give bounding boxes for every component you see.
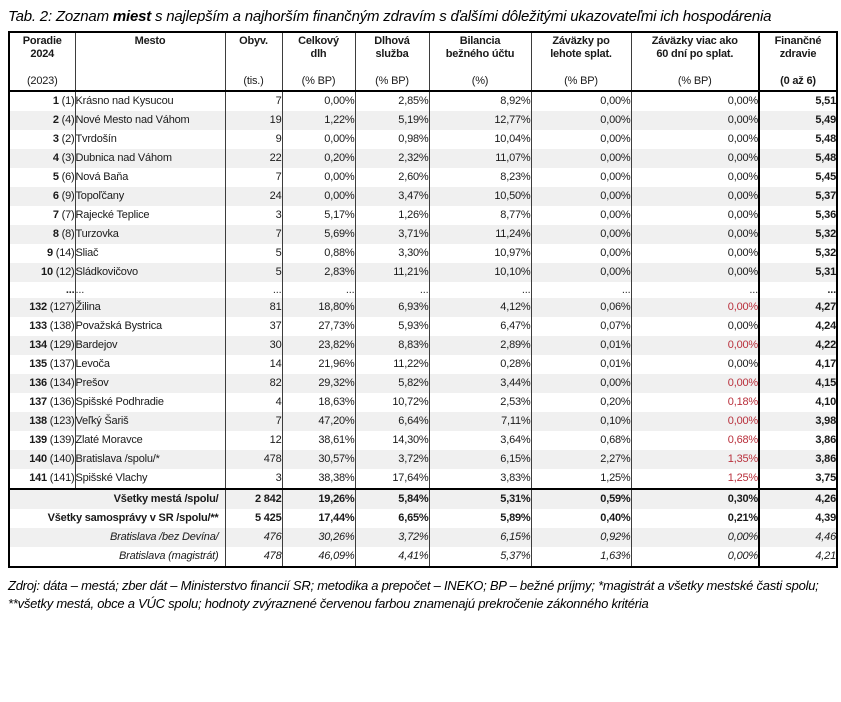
header-text xyxy=(78,48,223,61)
cell-overdue-liabilities: 0,00% xyxy=(531,187,631,206)
cell-overdue-liabilities: 0,10% xyxy=(531,412,631,431)
cell-current-account-balance: 11,24% xyxy=(429,225,531,244)
cell-rank: 139 (139) xyxy=(29,434,75,446)
cell-population: 24 xyxy=(225,187,282,206)
cell-city: Žilina xyxy=(75,298,225,317)
cell-population: 5 xyxy=(225,244,282,263)
header-unit: (tis.) xyxy=(243,74,264,87)
cell-total-debt: 18,80% xyxy=(282,298,355,317)
cell-overdue-liabilities: 0,07% xyxy=(531,317,631,336)
cell-current-account-balance: 10,97% xyxy=(429,244,531,263)
cell-overdue-liabilities: 0,00% xyxy=(531,374,631,393)
table-row xyxy=(9,393,837,412)
cell-current-account-balance: 4,12% xyxy=(429,298,531,317)
header-unit: (%) xyxy=(471,74,489,87)
table-row xyxy=(9,149,837,168)
cell-total-debt: 1,22% xyxy=(282,111,355,130)
ellipsis-row xyxy=(9,282,837,298)
cell-financial-health: 4,22 xyxy=(759,336,837,355)
cell-city: Dubnica nad Váhom xyxy=(75,149,225,168)
cell-population: 30 xyxy=(225,336,282,355)
summary-label: Bratislava (magistrát) xyxy=(118,550,219,562)
cell-current-account-balance: 10,50% xyxy=(429,187,531,206)
header-text: Poradie xyxy=(22,35,62,47)
cell-total-debt: 0,00% xyxy=(282,91,355,111)
cell-total-debt: 30,57% xyxy=(282,450,355,469)
cell-rank: 8 (8) xyxy=(52,228,75,240)
cell-total-debt: 27,73% xyxy=(282,317,355,336)
cell-overdue-60d: 0,00% xyxy=(631,130,759,149)
cell-financial-health: 5,51 xyxy=(759,91,837,111)
table-header xyxy=(9,32,837,91)
cell-total-debt: 23,82% xyxy=(282,336,355,355)
cell-overdue-60d: 0,68% xyxy=(631,431,759,450)
cell-financial-health: 4,39 xyxy=(759,509,837,528)
cell-debt-service: 3,71% xyxy=(355,225,429,244)
cell-current-account-balance: 10,10% xyxy=(429,263,531,282)
cell-overdue-liabilities: 0,00% xyxy=(531,244,631,263)
cell-overdue-60d: 0,18% xyxy=(631,393,759,412)
cell-rank: 132 (127) xyxy=(29,301,75,313)
cell-overdue-liabilities: 0,00% xyxy=(531,225,631,244)
cell-rank: 3 (2) xyxy=(52,133,75,145)
cell-population: 5 425 xyxy=(225,509,282,528)
header-text: služba xyxy=(375,47,409,60)
cell-total-debt: 38,61% xyxy=(282,431,355,450)
cell-total-debt: 18,63% xyxy=(282,393,355,412)
cell-total-debt: 0,00% xyxy=(282,187,355,206)
table-row xyxy=(9,130,837,149)
cell-financial-health: 4,10 xyxy=(759,393,837,412)
cell-debt-service: 17,64% xyxy=(355,469,429,489)
col-header-rank xyxy=(9,32,75,91)
cell-overdue-liabilities: 0,59% xyxy=(531,489,631,509)
header-text: Mesto xyxy=(134,35,166,47)
cell-rank: 141 (141) xyxy=(29,472,75,484)
cell-rank: 4 (3) xyxy=(52,152,75,164)
table-row xyxy=(9,206,837,225)
header-text: bežného účtu xyxy=(445,47,515,60)
cell-rank: 6 (9) xyxy=(52,190,75,202)
cell-population: 476 xyxy=(225,528,282,547)
summary-label: Bratislava /bez Devína/ xyxy=(109,531,219,543)
cell-city: Zlaté Moravce xyxy=(75,431,225,450)
cell-overdue-60d: 0,00% xyxy=(631,263,759,282)
cell-debt-service: 3,47% xyxy=(355,187,429,206)
cell-city: Sládkovičovo xyxy=(75,263,225,282)
header-text: Obyv. xyxy=(239,35,268,47)
cell-overdue-60d: 0,00% xyxy=(631,528,759,547)
cell-overdue-liabilities: 0,00% xyxy=(531,111,631,130)
cell-current-account-balance: 0,28% xyxy=(429,355,531,374)
cell-rank: 1 (1) xyxy=(52,95,75,107)
cell-city: Krásno nad Kysucou xyxy=(75,91,225,111)
cell-debt-service: 6,93% xyxy=(355,298,429,317)
cell-overdue-60d: 0,00% xyxy=(631,111,759,130)
cell-financial-health: 5,31 xyxy=(759,263,837,282)
header-text: Záväzky viac ako xyxy=(651,35,738,47)
table-row xyxy=(9,431,837,450)
table-row xyxy=(9,263,837,282)
caption-prefix: Tab. 2: Zoznam xyxy=(8,8,113,25)
cell-debt-service: 14,30% xyxy=(355,431,429,450)
cell-overdue-60d: 0,00% xyxy=(631,374,759,393)
table-row xyxy=(9,355,837,374)
header-text: 2024 xyxy=(30,47,55,60)
header-text: lehote splat. xyxy=(550,47,612,60)
table-body xyxy=(9,91,837,567)
col-header-debt xyxy=(282,32,355,91)
table-row xyxy=(9,298,837,317)
cell-population: 19 xyxy=(225,111,282,130)
cell-financial-health: 4,17 xyxy=(759,355,837,374)
cell-financial-health: 4,24 xyxy=(759,317,837,336)
cell-total-debt: 47,20% xyxy=(282,412,355,431)
cell-overdue-60d: 0,00% xyxy=(631,355,759,374)
cell-population: 478 xyxy=(225,450,282,469)
cell-current-account-balance: 2,53% xyxy=(429,393,531,412)
cell-total-debt: 0,00% xyxy=(282,130,355,149)
cell-current-account-balance: 8,23% xyxy=(429,168,531,187)
cell-rank: 138 (123) xyxy=(29,415,75,427)
header-unit xyxy=(78,75,223,89)
cell-rank: ... xyxy=(65,284,75,296)
cell-debt-service: 3,72% xyxy=(355,450,429,469)
cell-overdue-60d: 0,00% xyxy=(631,168,759,187)
cell-overdue-liabilities: 0,20% xyxy=(531,393,631,412)
cell-total-debt: 30,26% xyxy=(282,528,355,547)
cell-overdue-60d: 0,30% xyxy=(631,489,759,509)
cell-population: 37 xyxy=(225,317,282,336)
header-unit: (% BP) xyxy=(301,74,336,87)
cell-city: Nové Mesto nad Váhom xyxy=(75,111,225,130)
cell-overdue-60d: 0,00% xyxy=(631,412,759,431)
cell-debt-service: 2,85% xyxy=(355,91,429,111)
header-unit: (% BP) xyxy=(677,74,712,87)
cell-population: 7 xyxy=(225,225,282,244)
cell-population: 4 xyxy=(225,393,282,412)
cell-debt-service: 4,41% xyxy=(355,547,429,567)
cell-city: Topoľčany xyxy=(75,187,225,206)
cell-financial-health: 4,27 xyxy=(759,298,837,317)
header-unit: (0 až 6) xyxy=(780,74,816,87)
header-text: Záväzky po xyxy=(552,35,610,47)
cell-current-account-balance: 3,64% xyxy=(429,431,531,450)
cell-debt-service: 0,98% xyxy=(355,130,429,149)
cell-total-debt: 29,32% xyxy=(282,374,355,393)
cell-rank: 134 (129) xyxy=(29,339,75,351)
cell-overdue-60d: 0,00% xyxy=(631,336,759,355)
cell-debt-service: 6,64% xyxy=(355,412,429,431)
cell-population: 9 xyxy=(225,130,282,149)
cell-total-debt: 2,83% xyxy=(282,263,355,282)
caption-bold-word: miest xyxy=(112,8,152,25)
cell-city: Považská Bystrica xyxy=(75,317,225,336)
cell-overdue-60d: 0,00% xyxy=(631,187,759,206)
cell-financial-health: 3,86 xyxy=(759,431,837,450)
cell-debt-service: 5,19% xyxy=(355,111,429,130)
cell-rank: 135 (137) xyxy=(29,358,75,370)
cell-current-account-balance: 8,77% xyxy=(429,206,531,225)
cell-current-account-balance: 10,04% xyxy=(429,130,531,149)
cell-overdue-liabilities: 0,40% xyxy=(531,509,631,528)
cell-financial-health: 4,46 xyxy=(759,528,837,547)
table-row xyxy=(9,317,837,336)
header-text xyxy=(228,48,280,61)
col-header-health xyxy=(759,32,837,91)
cell-population: 5 xyxy=(225,263,282,282)
header-row xyxy=(9,32,837,91)
cell-city: Spišské Podhradie xyxy=(75,393,225,412)
cell-financial-health: 5,45 xyxy=(759,168,837,187)
cell-debt-service: 3,72% xyxy=(355,528,429,547)
cell-city: Sliač xyxy=(75,244,225,263)
cell-financial-health: 4,26 xyxy=(759,489,837,509)
table-row xyxy=(9,374,837,393)
cell-overdue-liabilities: 0,00% xyxy=(531,149,631,168)
cell-current-account-balance: 6,15% xyxy=(429,450,531,469)
header-text: Bilancia xyxy=(459,35,501,47)
cell-debt-service: 3,30% xyxy=(355,244,429,263)
cell-current-account-balance: 7,11% xyxy=(429,412,531,431)
cell-current-account-balance: 12,77% xyxy=(429,111,531,130)
table-row xyxy=(9,168,837,187)
summary-row xyxy=(9,509,837,528)
cell-population: 478 xyxy=(225,547,282,567)
cell-overdue-liabilities: 0,00% xyxy=(531,91,631,111)
cell-population: ... xyxy=(225,282,282,298)
cell-financial-health: 5,37 xyxy=(759,187,837,206)
cell-city: Nová Baňa xyxy=(75,168,225,187)
table-row xyxy=(9,336,837,355)
cell-financial-health: 5,32 xyxy=(759,244,837,263)
table-row xyxy=(9,412,837,431)
cell-population: 14 xyxy=(225,355,282,374)
cell-financial-health: 5,48 xyxy=(759,149,837,168)
cell-debt-service: ... xyxy=(355,282,429,298)
cell-overdue-60d: 1,35% xyxy=(631,450,759,469)
cell-population: 7 xyxy=(225,168,282,187)
table-caption xyxy=(8,8,836,25)
cell-financial-health: 5,36 xyxy=(759,206,837,225)
cell-overdue-60d: 0,00% xyxy=(631,298,759,317)
source-note: Zdroj: dáta – mestá; zber dát – Ministerstvo financií SR; metodika a prepočet – INEKO; BP – bežné príjmy; *magistrát a všetky mestské časti spolu; **všetky mestá, obce a VÚC spolu; hodnoty zvýraznené červenou farbou znamenajú prekročenie zákonného kritéria xyxy=(8,578,819,612)
cell-city: ... xyxy=(75,282,225,298)
cell-debt-service: 1,26% xyxy=(355,206,429,225)
cell-debt-service: 8,83% xyxy=(355,336,429,355)
table-row xyxy=(9,225,837,244)
cell-rank: 140 (140) xyxy=(29,453,75,465)
cell-total-debt: 38,38% xyxy=(282,469,355,489)
cell-population: 12 xyxy=(225,431,282,450)
cell-financial-health: 4,21 xyxy=(759,547,837,567)
cell-overdue-60d: 1,25% xyxy=(631,469,759,489)
col-header-pop xyxy=(225,32,282,91)
cell-population: 81 xyxy=(225,298,282,317)
table-row xyxy=(9,244,837,263)
cell-current-account-balance: 6,15% xyxy=(429,528,531,547)
cell-city: Tvrdošín xyxy=(75,130,225,149)
cell-city: Veľký Šariš xyxy=(75,412,225,431)
cell-overdue-liabilities: 0,06% xyxy=(531,298,631,317)
cell-overdue-60d: 0,00% xyxy=(631,547,759,567)
table-row xyxy=(9,187,837,206)
cell-city: Levoča xyxy=(75,355,225,374)
cell-city: Prešov xyxy=(75,374,225,393)
cell-debt-service: 2,32% xyxy=(355,149,429,168)
table-row xyxy=(9,450,837,469)
cell-rank: 137 (136) xyxy=(29,396,75,408)
summary-row xyxy=(9,528,837,547)
cell-city: Bratislava /spolu/* xyxy=(75,450,225,469)
cell-financial-health: 3,75 xyxy=(759,469,837,489)
col-header-overdue xyxy=(531,32,631,91)
col-header-balance xyxy=(429,32,531,91)
cell-financial-health: 4,15 xyxy=(759,374,837,393)
header-text: zdravie xyxy=(779,47,817,60)
header-text: Dlhová xyxy=(374,35,410,47)
header-text: Finančné xyxy=(774,35,822,47)
cell-financial-health: 3,98 xyxy=(759,412,837,431)
cell-city: Bardejov xyxy=(75,336,225,355)
cell-debt-service: 5,93% xyxy=(355,317,429,336)
cell-population: 3 xyxy=(225,469,282,489)
cell-city: Rajecké Teplice xyxy=(75,206,225,225)
cell-population: 2 842 xyxy=(225,489,282,509)
cell-overdue-liabilities: 0,00% xyxy=(531,168,631,187)
cell-rank: 5 (6) xyxy=(52,171,75,183)
cell-current-account-balance: 5,89% xyxy=(429,509,531,528)
cell-total-debt: 0,00% xyxy=(282,168,355,187)
header-unit: (% BP) xyxy=(375,74,409,87)
cell-population: 3 xyxy=(225,206,282,225)
cell-overdue-60d: 0,00% xyxy=(631,206,759,225)
summary-row xyxy=(9,547,837,567)
cell-overdue-liabilities: 1,25% xyxy=(531,469,631,489)
cell-overdue-liabilities: 2,27% xyxy=(531,450,631,469)
cell-total-debt: 0,88% xyxy=(282,244,355,263)
cell-overdue-liabilities: 0,01% xyxy=(531,336,631,355)
summary-label: Všetky mestá /spolu/ xyxy=(9,489,225,509)
cell-total-debt: 17,44% xyxy=(282,509,355,528)
cell-current-account-balance: 5,37% xyxy=(429,547,531,567)
cell-current-account-balance: 3,83% xyxy=(429,469,531,489)
cell-current-account-balance: ... xyxy=(429,282,531,298)
cell-financial-health: 5,48 xyxy=(759,130,837,149)
cell-overdue-liabilities: ... xyxy=(531,282,631,298)
summary-label: Všetky samosprávy v SR /spolu/** xyxy=(47,512,219,524)
cell-city: Turzovka xyxy=(75,225,225,244)
cell-rank: 133 (138) xyxy=(29,320,75,332)
table-row xyxy=(9,469,837,489)
cell-overdue-liabilities: 0,00% xyxy=(531,130,631,149)
cell-overdue-liabilities: 0,00% xyxy=(531,206,631,225)
cell-overdue-60d: 0,00% xyxy=(631,91,759,111)
cell-total-debt: 19,26% xyxy=(282,489,355,509)
cell-debt-service: 5,84% xyxy=(355,489,429,509)
cell-financial-health: 3,86 xyxy=(759,450,837,469)
cell-debt-service: 11,22% xyxy=(355,355,429,374)
cell-overdue-60d: ... xyxy=(631,282,759,298)
cell-overdue-60d: 0,00% xyxy=(631,225,759,244)
cell-debt-service: 6,65% xyxy=(355,509,429,528)
cell-total-debt: 5,17% xyxy=(282,206,355,225)
cell-current-account-balance: 2,89% xyxy=(429,336,531,355)
caption-suffix: s najlepším a najhorším finančným zdravím s ďalšími dôležitými ukazovateľmi ich hospodárenia xyxy=(151,8,772,25)
col-header-overdue60 xyxy=(631,32,759,91)
cell-debt-service: 5,82% xyxy=(355,374,429,393)
cell-financial-health: 5,32 xyxy=(759,225,837,244)
cell-overdue-liabilities: 0,00% xyxy=(531,263,631,282)
summary-row xyxy=(9,489,837,509)
cell-total-debt: 0,20% xyxy=(282,149,355,168)
cell-financial-health: ... xyxy=(759,282,837,298)
cell-overdue-liabilities: 0,92% xyxy=(531,528,631,547)
cell-overdue-liabilities: 0,01% xyxy=(531,355,631,374)
cell-city: Spišské Vlachy xyxy=(75,469,225,489)
cell-rank: 7 (7) xyxy=(52,209,75,221)
col-header-city xyxy=(75,32,225,91)
cell-overdue-60d: 0,00% xyxy=(631,317,759,336)
cell-population: 7 xyxy=(225,412,282,431)
cell-current-account-balance: 11,07% xyxy=(429,149,531,168)
cell-population: 82 xyxy=(225,374,282,393)
header-unit: (2023) xyxy=(26,74,58,87)
cell-rank: 2 (4) xyxy=(52,114,75,126)
cell-population: 22 xyxy=(225,149,282,168)
cell-overdue-60d: 0,21% xyxy=(631,509,759,528)
financial-health-table xyxy=(8,31,838,568)
cell-current-account-balance: 5,31% xyxy=(429,489,531,509)
cell-debt-service: 2,60% xyxy=(355,168,429,187)
cell-current-account-balance: 6,47% xyxy=(429,317,531,336)
cell-total-debt: 46,09% xyxy=(282,547,355,567)
cell-financial-health: 5,49 xyxy=(759,111,837,130)
cell-rank: 9 (14) xyxy=(46,247,75,259)
header-unit: (% BP) xyxy=(564,74,598,87)
cell-overdue-60d: 0,00% xyxy=(631,149,759,168)
cell-debt-service: 10,72% xyxy=(355,393,429,412)
cell-overdue-liabilities: 1,63% xyxy=(531,547,631,567)
cell-rank: 10 (12) xyxy=(41,266,75,278)
col-header-service xyxy=(355,32,429,91)
cell-rank: 136 (134) xyxy=(29,377,75,389)
cell-overdue-60d: 0,00% xyxy=(631,244,759,263)
header-text: Celkový xyxy=(298,35,339,47)
cell-population: 7 xyxy=(225,91,282,111)
cell-debt-service: 11,21% xyxy=(355,263,429,282)
header-text: 60 dní po splat. xyxy=(656,47,734,60)
cell-current-account-balance: 3,44% xyxy=(429,374,531,393)
table-row xyxy=(9,91,837,111)
table-row xyxy=(9,111,837,130)
cell-current-account-balance: 8,92% xyxy=(429,91,531,111)
header-text: dlh xyxy=(310,47,327,60)
cell-total-debt: 5,69% xyxy=(282,225,355,244)
cell-total-debt: 21,96% xyxy=(282,355,355,374)
cell-total-debt: ... xyxy=(282,282,355,298)
cell-overdue-liabilities: 0,68% xyxy=(531,431,631,450)
